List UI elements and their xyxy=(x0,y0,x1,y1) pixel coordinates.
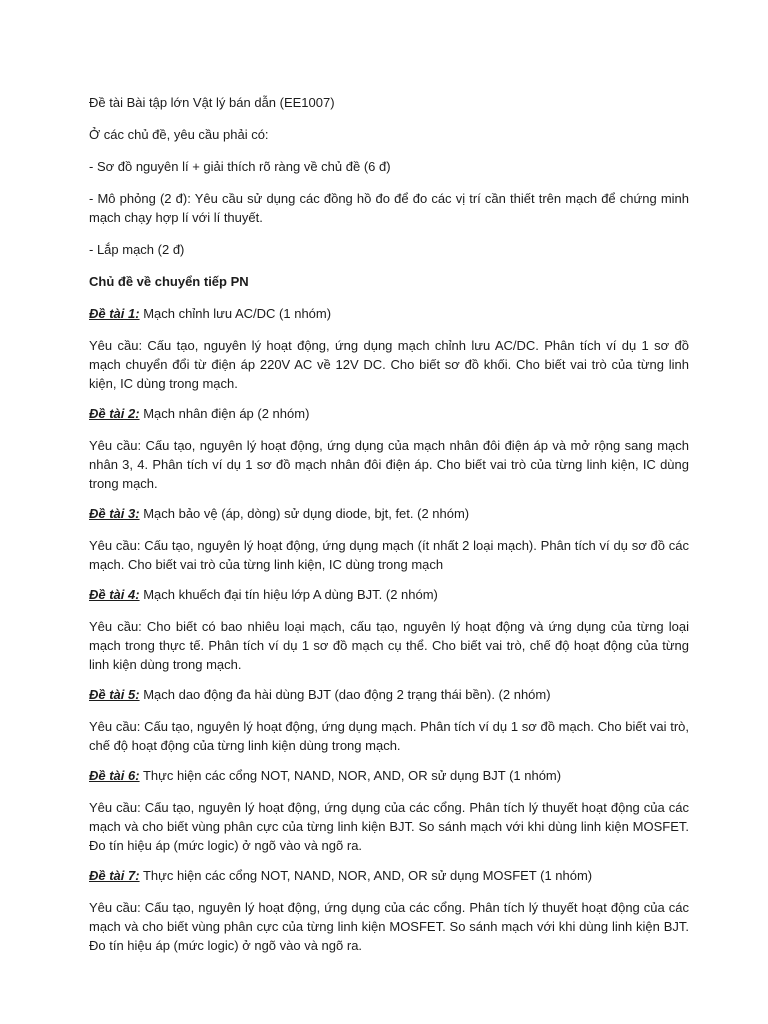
topic-label: Đề tài 1: xyxy=(89,306,140,321)
topic-title: Mạch nhân điện áp (2 nhóm) xyxy=(139,406,310,421)
requirement-item: - Lắp mạch (2 đ) xyxy=(89,242,185,257)
topic-line xyxy=(89,766,689,785)
topic-label: Đề tài 2: xyxy=(89,406,140,421)
topic-line xyxy=(89,404,689,423)
intro-text: Ở các chủ đề, yêu cầu phải có: xyxy=(89,127,269,142)
topic-requirement: Yêu cầu: Cấu tạo, nguyên lý hoạt động, ứng dụng của các cổng. Phân tích lý thuyết hoạt động của các mạch và cho biết vùng phân cực của từng linh kiện MOSFET. So sánh mạch với khi dùng linh kiện BJT. Đo tín hiệu áp (mức logic) ở ngõ vào và ngõ ra. xyxy=(89,900,689,953)
topic-title: Mạch chỉnh lưu AC/DC (1 nhóm) xyxy=(139,306,332,321)
requirement-item: - Mô phỏng (2 đ): Yêu cầu sử dụng các đồng hồ đo để đo các vị trí cần thiết trên mạch để chứng minh mạch chạy hợp lí với lí thuyết. xyxy=(89,191,689,225)
topic-requirement: Yêu cầu: Cấu tạo, nguyên lý hoạt động, ứng dụng của mạch nhân đôi điện áp và mở rộng sang mạch nhân 3, 4. Phân tích ví dụ 1 sơ đồ mạch nhân đôi điện áp. Cho biết vai trò của từng linh kiện, IC dùng trong mạch. xyxy=(89,438,689,491)
topic-label: Đề tài 4: xyxy=(89,587,140,602)
topic-label: Đề tài 3: xyxy=(89,506,140,521)
topic-label: Đề tài 6: xyxy=(89,768,140,783)
requirement-item: - Sơ đồ nguyên lí + giải thích rõ ràng về chủ đề (6 đ) xyxy=(89,159,391,174)
topic-title: Thực hiện các cổng NOT, NAND, NOR, AND, OR sử dụng MOSFET (1 nhóm) xyxy=(139,868,593,883)
topic-requirement: Yêu cầu: Cho biết có bao nhiêu loại mạch, cấu tạo, nguyên lý hoạt động và ứng dụng của từng loại mạch trong thực tế. Phân tích ví dụ 1 sơ đồ mạch cụ thể. Cho biết vai trò, chế độ hoạt động của từng linh kiện dùng trong mạch. xyxy=(89,619,689,672)
topic-label: Đề tài 5: xyxy=(89,687,140,702)
document-body xyxy=(89,93,689,966)
topic-title: Thực hiện các cổng NOT, NAND, NOR, AND, OR sử dụng BJT (1 nhóm) xyxy=(139,768,562,783)
topic-title: Mạch bảo vệ (áp, dòng) sử dụng diode, bjt, fet. (2 nhóm) xyxy=(139,506,470,521)
document-title: Đề tài Bài tập lớn Vật lý bán dẫn (EE1007) xyxy=(89,95,335,110)
topic-line xyxy=(89,304,689,323)
section-heading: Chủ đề về chuyển tiếp PN xyxy=(89,274,249,289)
topic-line xyxy=(89,585,689,604)
topic-line xyxy=(89,685,689,704)
topic-requirement: Yêu cầu: Cấu tạo, nguyên lý hoạt động, ứng dụng mạch (ít nhất 2 loại mạch). Phân tích ví dụ sơ đồ các mạch. Cho biết vai trò của từng linh kiện, IC dùng trong mạch xyxy=(89,538,689,572)
topic-label: Đề tài 7: xyxy=(89,868,140,883)
topic-title: Mạch dao động đa hài dùng BJT (dao động 2 trạng thái bền). (2 nhóm) xyxy=(139,687,551,702)
topic-requirement: Yêu cầu: Cấu tạo, nguyên lý hoạt động, ứng dụng mạch. Phân tích ví dụ 1 sơ đồ mạch. Cho biết vai trò, chế độ hoạt động của từng linh kiện dùng trong mạch. xyxy=(89,719,689,753)
topic-requirement: Yêu cầu: Cấu tạo, nguyên lý hoạt động, ứng dụng của các cổng. Phân tích lý thuyết hoạt động của các mạch và cho biết vùng phân cực của từng linh kiện BJT. So sánh mạch với khi dùng linh kiện MOSFET. Đo tín hiệu áp (mức logic) ở ngõ vào và ngõ ra. xyxy=(89,800,689,853)
topic-line xyxy=(89,866,689,885)
topic-line xyxy=(89,504,689,523)
topic-title: Mạch khuếch đại tín hiệu lớp A dùng BJT. (2 nhóm) xyxy=(139,587,438,602)
topic-requirement: Yêu cầu: Cấu tạo, nguyên lý hoạt động, ứng dụng mạch chỉnh lưu AC/DC. Phân tích ví dụ 1 sơ đồ mạch chuyển đổi từ điện áp 220V AC về 12V DC. Cho biết sơ đồ khối. Cho biết vai trò của từng linh kiện, IC dùng trong mạch. xyxy=(89,338,689,391)
